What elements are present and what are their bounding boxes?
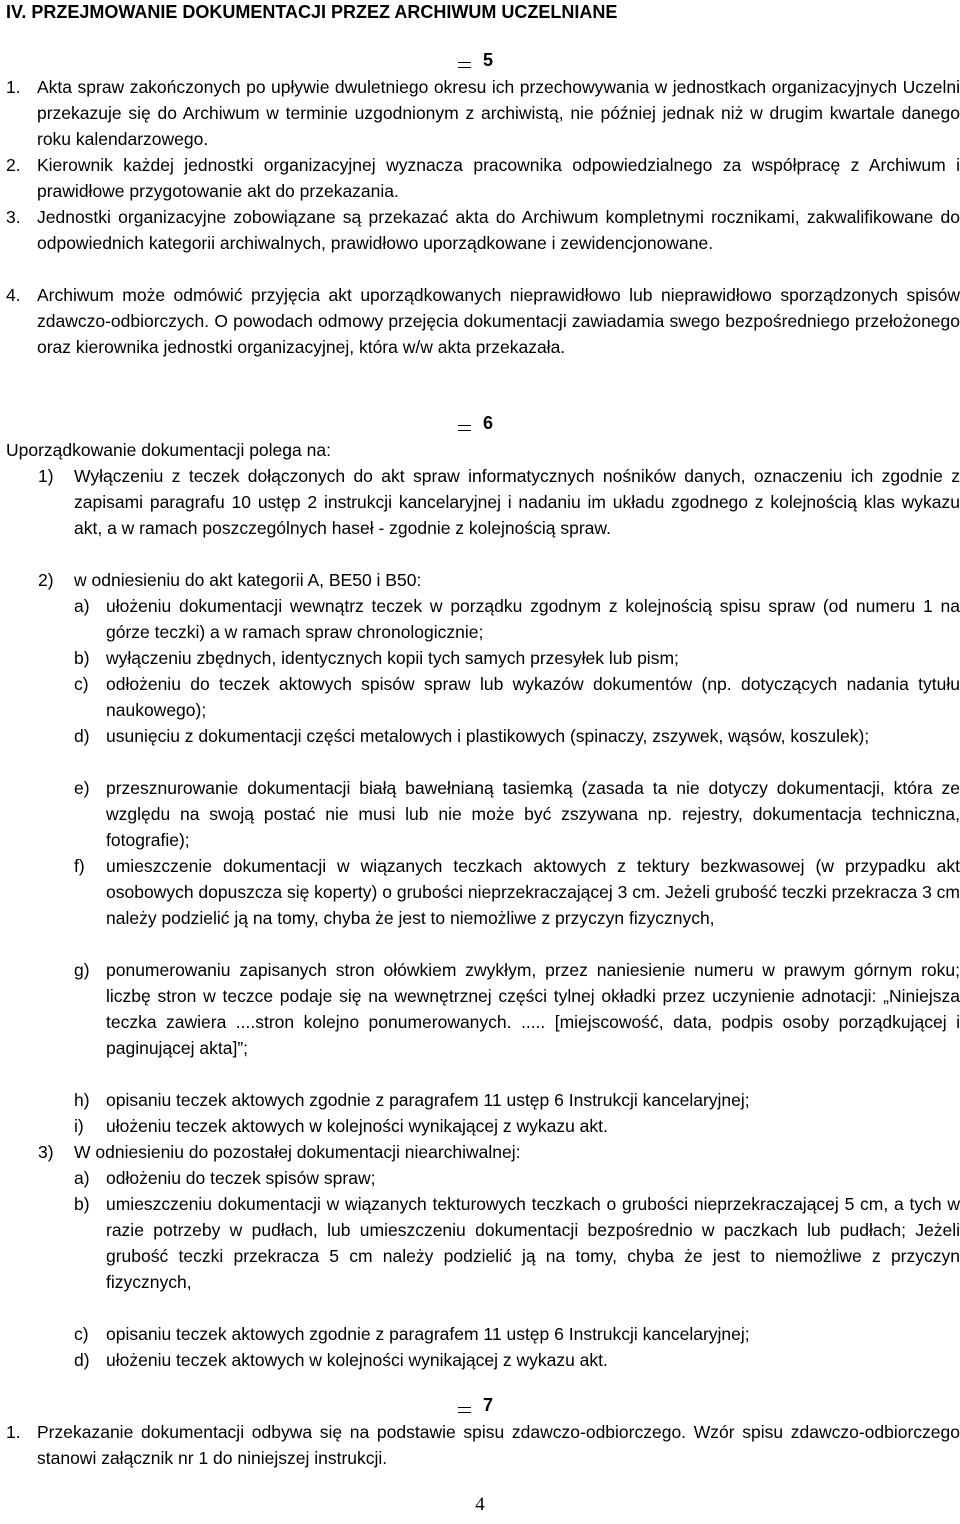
sub-item-letter: a) xyxy=(74,1168,90,1188)
sub-item-text: opisaniu teczek aktowych zgodnie z paragrafem 11 ustęp 6 Instrukcji kancelaryjnej; xyxy=(106,1324,750,1344)
section-5-mark xyxy=(458,47,493,73)
sub-item-text: wyłączeniu zbędnych, identycznych kopii tych samych przesyłek lub pism; xyxy=(106,648,679,668)
section-6-intro: Uporządkowanie dokumentacji polega na: xyxy=(6,440,331,460)
sub-item-letter: i) xyxy=(74,1116,84,1136)
sub-item-letter: f) xyxy=(74,856,85,876)
sub-item-text: ułożeniu dokumentacji wewnątrz teczek w porządku zgodnym z kolejnością spisu spraw (od numeru 1 na górze teczki) a w ramach spraw chronologicznie; xyxy=(106,596,960,642)
sub-item-letter: a) xyxy=(74,596,90,616)
sub-item-2g xyxy=(74,957,960,1061)
section-5-item-3 xyxy=(6,204,960,256)
section-sign-icon xyxy=(458,1397,471,1417)
sub-item-2a xyxy=(74,593,960,645)
item-text: W odniesieniu do pozostałej dokumentacji niearchiwalnej: xyxy=(74,1142,521,1162)
item-number: 3. xyxy=(6,207,21,227)
item-text: Archiwum może odmówić przyjęcia akt uporządkowanych nieprawidłowo lub nieprawidłowo sporządzonych spisów zdawczo-odbiorczych. O powodach odmowy przejęcia dokumentacji zawiadamia swego bezpośredniego przełożonego oraz kierownika jednostki organizacyjnej, która w/w akta przekazała. xyxy=(37,285,960,357)
item-text: Kierownik każdej jednostki organizacyjnej wyznacza pracownika odpowiedzialnego za współpracę z Archiwum i prawidłowe przygotowanie akt do przekazania. xyxy=(37,155,960,201)
section-6-item-2 xyxy=(38,567,960,593)
item-number: 4. xyxy=(6,285,21,305)
section-6-item-3 xyxy=(38,1139,960,1165)
sub-item-2h xyxy=(74,1087,960,1113)
page-number: 4 xyxy=(475,1494,485,1515)
sub-item-2c xyxy=(74,671,960,723)
sub-item-text: ułożeniu teczek aktowych w kolejności wynikającej z wykazu akt. xyxy=(106,1116,608,1136)
sub-item-letter: c) xyxy=(74,1324,89,1344)
sub-item-2f xyxy=(74,853,960,931)
section-5-number: 5 xyxy=(483,50,494,70)
sub-item-letter: h) xyxy=(74,1090,90,1110)
sub-item-text: odłożeniu do teczek aktowych spisów spraw lub wykazów dokumentów (np. dotyczących nadania tytułu naukowego); xyxy=(106,674,960,720)
item-text: Jednostki organizacyjne zobowiązane są przekazać akta do Archiwum kompletnymi rocznikami, zakwalifikowane do odpowiednich kategorii archiwalnych, prawidłowo uporządkowane i zewidencjonowane. xyxy=(37,207,960,253)
section-6-mark xyxy=(458,410,493,436)
item-text: Akta spraw zakończonych po upływie dwuletniego okresu ich przechowywania w jednostkach organizacyjnych Uczelni przekazuje się do Archiwum w terminie uzgodnionym z archiwistą, nie później jednak niż w drugim kwartale danego roku kalendarzowego. xyxy=(37,77,960,149)
sub-item-2d xyxy=(74,723,960,749)
sub-item-2b xyxy=(74,645,960,671)
section-7-item-1 xyxy=(6,1419,960,1471)
item-text: Wyłączeniu z teczek dołączonych do akt spraw informatycznych nośników danych, oznaczeniu ich zgodnie z zapisami paragrafu 10 ustęp 2 instrukcji kancelaryjnej i nadaniu im układu zgodnego z kolejnością klas wykazu akt, a w ramach poszczególnych haseł - zgodnie z kolejnością spraw. xyxy=(74,466,960,538)
sub-item-text: opisaniu teczek aktowych zgodnie z paragrafem 11 ustęp 6 Instrukcji kancelaryjnej; xyxy=(106,1090,750,1110)
sub-item-2i xyxy=(74,1113,960,1139)
section-7-number: 7 xyxy=(483,1395,494,1415)
sub-item-letter: c) xyxy=(74,674,89,694)
sub-item-text: ułożeniu teczek aktowych w kolejności wynikającej z wykazu akt. xyxy=(106,1350,608,1370)
item-number: 1. xyxy=(6,1422,21,1442)
section-5-item-4 xyxy=(6,282,960,360)
sub-item-text: przesznurowanie dokumentacji białą bawełnianą tasiemką (zasada ta nie dotyczy dokumentacji, która ze względu na swoją postać nie musi lub nie może być zszywana np. rejestry, dokumentacja techniczna, fotografie); xyxy=(106,778,960,850)
sub-item-letter: b) xyxy=(74,648,90,668)
section-6-number: 6 xyxy=(483,413,494,433)
sub-item-letter: e) xyxy=(74,778,90,798)
sub-item-letter: d) xyxy=(74,1350,90,1370)
section-5-item-2 xyxy=(6,152,960,204)
section-6-item-1 xyxy=(38,463,960,541)
sub-item-letter: d) xyxy=(74,726,90,746)
sub-item-3d xyxy=(74,1347,960,1373)
sub-item-text: umieszczenie dokumentacji w wiązanych teczkach aktowych z tektury bezkwasowej (w przypadku akt osobowych dopuszcza się koperty) o grubości nieprzekraczającej 3 cm. Jeżeli grubość teczki przekracza 3 cm należy podzielić ją na tomy, chyba że jest to niemożliwe z przyczyn fizycznych, xyxy=(106,856,960,928)
section-7-mark xyxy=(458,1392,493,1418)
section-sign-icon xyxy=(458,415,471,435)
chapter-heading: IV. PRZEJMOWANIE DOKUMENTACJI PRZEZ ARCHIWUM UCZELNIANE xyxy=(6,2,618,22)
sub-item-letter: b) xyxy=(74,1194,90,1214)
item-number: 1) xyxy=(38,466,54,486)
sub-item-letter: g) xyxy=(74,960,90,980)
item-number: 2) xyxy=(38,570,54,590)
section-sign-icon xyxy=(458,52,471,72)
item-text: Przekazanie dokumentacji odbywa się na podstawie spisu zdawczo-odbiorczego. Wzór spisu zdawczo-odbiorczego stanowi załącznik nr 1 do niniejszej instrukcji. xyxy=(37,1422,960,1468)
sub-item-2e xyxy=(74,775,960,853)
item-number: 1. xyxy=(6,77,21,97)
sub-item-3b xyxy=(74,1191,960,1295)
item-number: 2. xyxy=(6,155,21,175)
sub-item-text: usunięciu z dokumentacji części metalowych i plastikowych (spinaczy, zszywek, wąsów, koszulek); xyxy=(106,726,870,746)
section-5-item-1 xyxy=(6,74,960,152)
sub-item-3a xyxy=(74,1165,960,1191)
item-number: 3) xyxy=(38,1142,54,1162)
sub-item-text: umieszczeniu dokumentacji w wiązanych tekturowych teczkach o grubości nieprzekraczającej 5 cm, a tych w razie potrzeby w pudłach, lub umieszczeniu dokumentacji bezpośrednio w paczkach lub pudłach; Jeżeli grubość teczki przekracza 5 cm należy podzielić ją na tomy, chyba że jest to niemożliwe z przyczyn fizycznych, xyxy=(106,1194,960,1292)
sub-item-3c xyxy=(74,1321,960,1347)
item-text: w odniesieniu do akt kategorii A, BE50 i B50: xyxy=(74,570,422,590)
sub-item-text: ponumerowaniu zapisanych stron ołówkiem zwykłym, przez naniesienie numeru w prawym górnym roku; liczbę stron w teczce podaje się na wewnętrznej części tylnej okładki przez uczynienie adnotacji: „Niniejsza teczka zawiera ....stron kolejno ponumerowanych. ..... [miejscowość, data, podpis osoby porządkującej i paginującej akta]”; xyxy=(106,960,960,1058)
sub-item-text: odłożeniu do teczek spisów spraw; xyxy=(106,1168,376,1188)
